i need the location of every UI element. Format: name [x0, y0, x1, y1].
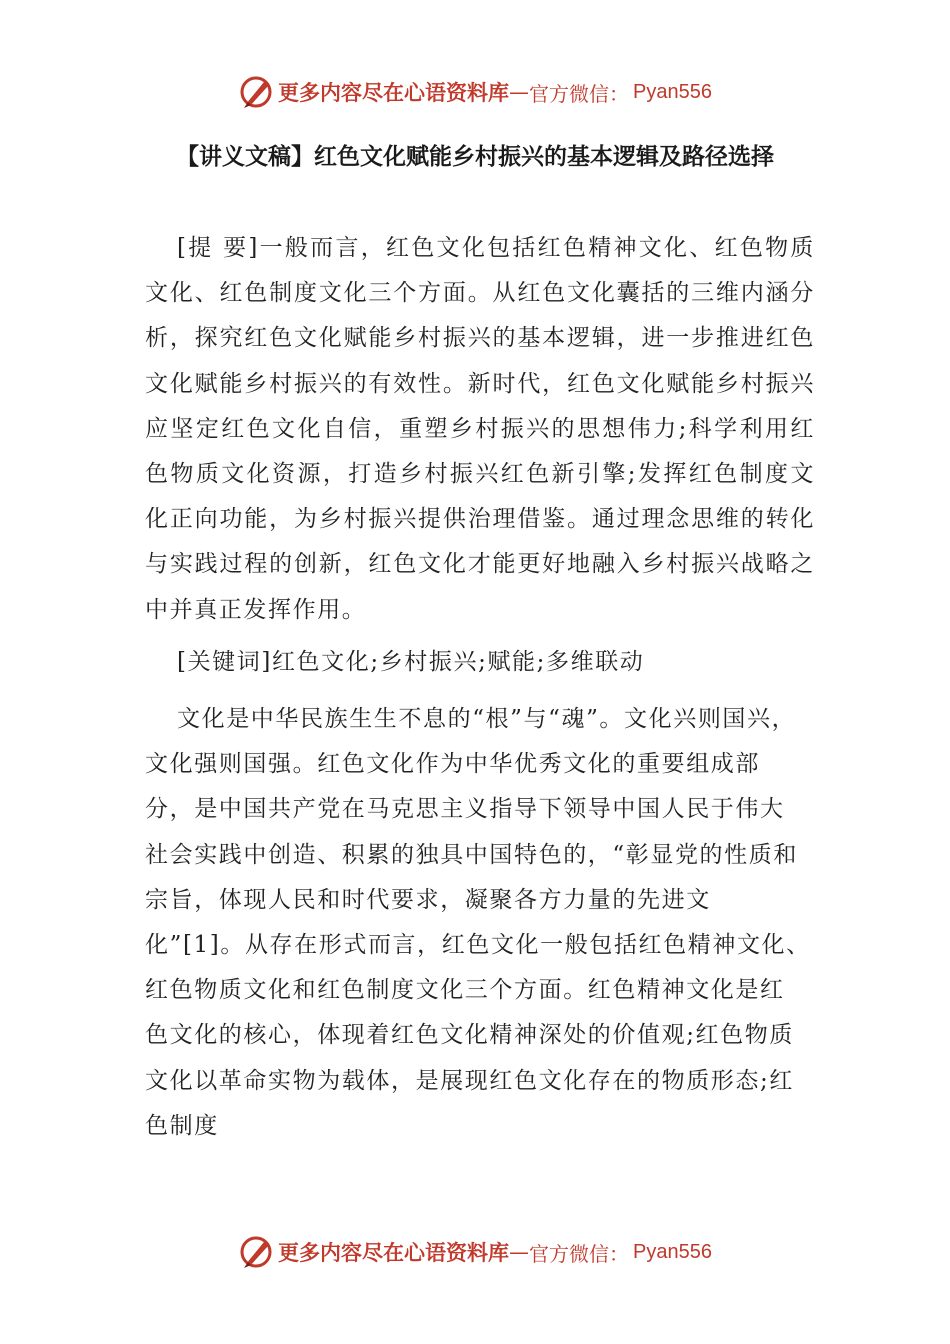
- watermark-header: [0, 72, 950, 112]
- body-line: 红色物质文化和红色制度文化三个方面。红色精神文化是红: [145, 977, 785, 1004]
- keywords-paragraph: [关键词]红色文化;乡村振兴;赋能;多维联动: [177, 649, 645, 675]
- body-line: 宗旨，体现人民和时代要求，凝聚各方力量的先进文: [145, 886, 711, 913]
- body-line: 文化是中华民族生生不息的“根”与“魂”。文化兴则国兴，: [177, 706, 797, 732]
- watermark-dash: —: [509, 80, 530, 104]
- abstract-paragraph: [提 要]一般而言，红色文化包括红色精神文化、红色物质文化、红色制度文化三个方面。从红色文化囊括的三维内涵分析，探究红色文化赋能乡村振兴的基本逻辑，进一步推进红色文化赋能乡村振兴的有效性。新时代，红色文化赋能乡村振兴应坚定红色文化自信，重塑乡村振兴的思想伟力;科学利用红色物质文化资源，打造乡村振兴红色新引擎;发挥红色制度文化正向功能，为乡村振兴提供治理借鉴。通过理念思维的转化与实践过程的创新，红色文化才能更好地融入乡村振兴战略之中并真正发挥作用。: [145, 235, 815, 623]
- watermark-wechat-id: Pyan556: [633, 80, 712, 103]
- watermark-brand: 更多内容尽在心语资料库: [278, 1240, 510, 1265]
- body-line: 文化以革命实物为载体，是展现红色文化存在的物质形态;红: [145, 1067, 794, 1094]
- watermark-wechat-id: Pyan556: [633, 1240, 712, 1263]
- document-title: 【讲义文稿】红色文化赋能乡村振兴的基本逻辑及路径选择: [176, 144, 774, 170]
- body-line: 色制度: [145, 1112, 219, 1139]
- watermark-footer: [0, 1232, 950, 1272]
- main-text: [145, 697, 815, 1149]
- watermark-dash: —: [509, 1240, 530, 1264]
- body-line: 化”[1]。从存在形式而言，红色文化一般包括红色精神文化、: [145, 932, 811, 959]
- abstract-section: [145, 226, 815, 633]
- keywords-section: [145, 640, 815, 685]
- watermark-brand: 更多内容尽在心语资料库: [278, 80, 510, 105]
- body-line: 色文化的核心，体现着红色文化精神深处的价值观;红色物质: [145, 1022, 794, 1049]
- pen-logo-icon: [238, 1234, 274, 1270]
- body-line: 文化强则国强。红色文化作为中华优秀文化的重要组成部: [145, 751, 760, 778]
- pen-logo-icon: [238, 74, 274, 110]
- watermark-official: 官方微信：: [529, 81, 630, 106]
- body-line: 分，是中国共产党在马克思主义指导下领导中国人民于伟大: [145, 796, 785, 823]
- body-line: 社会实践中创造、积累的独具中国特色的，“彰显党的性质和: [145, 841, 798, 868]
- watermark-official: 官方微信：: [529, 1241, 630, 1266]
